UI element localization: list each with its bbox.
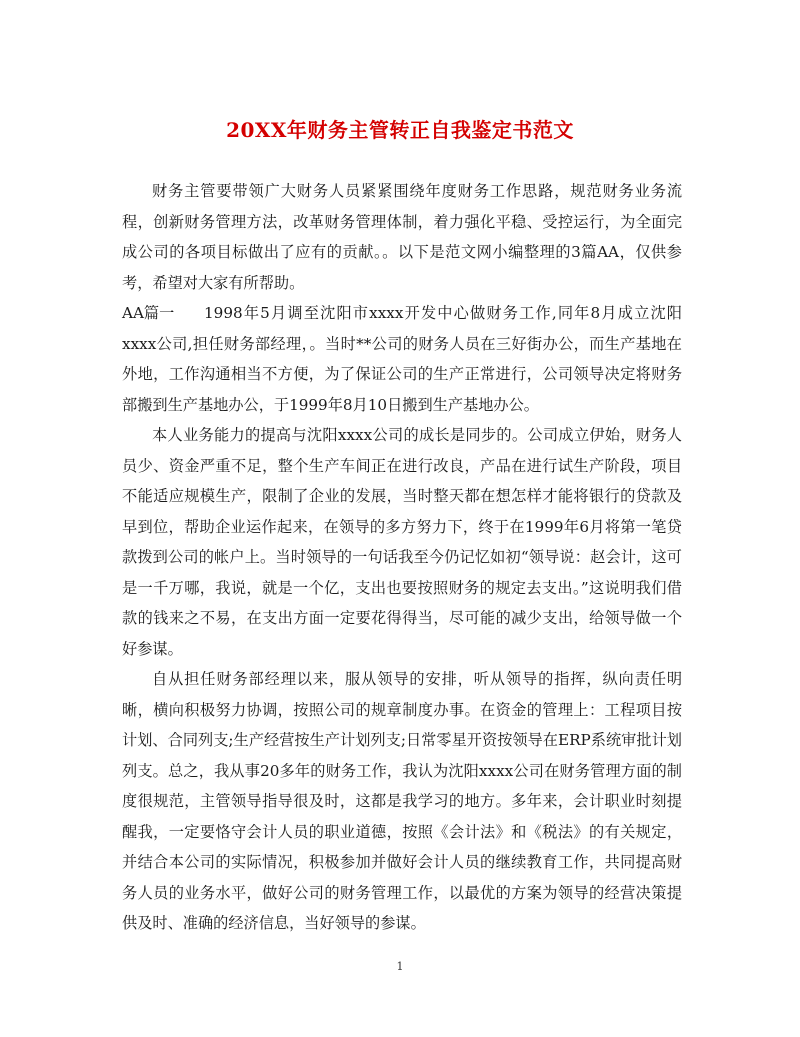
- section-one-paragraph: [122, 298, 682, 420]
- management-paragraph-text: 自从担任财务部经理以来，服从领导的安排，听从领导的指挥，纵向责任明晰，横向积极努力协调，按照公司的规章制度办事。在资金的管理上：工程项目按计划、合同列支;生产经营按生产计划列支;日常零星开资按领导在ERP系统审批计划列支。总之，我从事20多年的财务工作，我认为沈阳xxxx公司在财务管理方面的制度很规范，主管领导指导很及时，这都是我学习的地方。多年来，会计职业时刻提醒我，一定要恪守会计人员的职业道德，按照《会计法》和《税法》的有关规定，并结合本公司的实际情况，积极参加并做好会计人员的继续教育工作，共同提高财务人员的业务水平，做好公司的财务管理工作，以最优的方案为领导的经营决策提供及时、准确的经济信息，当好领导的参谋。: [122, 670, 682, 932]
- document-title: 20XX年财务主管转正自我鉴定书范文: [226, 118, 574, 142]
- management-paragraph: [122, 664, 682, 939]
- section-one-text: 1998年5月调至沈阳市xxxx开发中心做财务工作,同年8月成立沈阳xxxx公司,担任财务部经理，。当时**公司的财务人员在三好街办公，而生产基地在外地，工作沟通相当不方便，为了保证公司的生产正常进行，公司领导决定将财务部搬到生产基地办公，于1999年8月10日搬到生产基地办公。: [122, 304, 682, 414]
- page-number: 1: [396, 960, 404, 973]
- intro-paragraph-text: 财务主管要带领广大财务人员紧紧围绕年度财务工作思路，规范财务业务流程，创新财务管理方法，改革财务管理体制，着力强化平稳、受控运行，为全面完成公司的各项目标做出了应有的贡献。。以下是范文网小编整理的3篇AA，仅供参考，希望对大家有所帮助。: [122, 182, 682, 292]
- intro-paragraph: [122, 176, 682, 298]
- growth-paragraph-text: 本人业务能力的提高与沈阳xxxx公司的成长是同步的。公司成立伊始，财务人员少、资金严重不足，整个生产车间正在进行改良，产品在进行试生产阶段，项目不能适应规模生产，限制了企业的发展，当时整天都在想怎样才能将银行的贷款及早到位，帮助企业运作起来，在领导的多方努力下，终于在1999年6月将第一笔贷款拨到公司的帐户上。当时领导的一句话我至今仍记忆如初“领导说：赵会计，这可是一千万哪，我说，就是一个亿，支出也要按照财务的规定去支出。”这说明我们借款的钱来之不易，在支出方面一定要花得得当，尽可能的减少支出，给领导做一个好参谋。: [122, 426, 682, 658]
- section-label: AA篇一: [122, 304, 175, 322]
- growth-paragraph: [122, 420, 682, 664]
- document-body: [122, 176, 682, 939]
